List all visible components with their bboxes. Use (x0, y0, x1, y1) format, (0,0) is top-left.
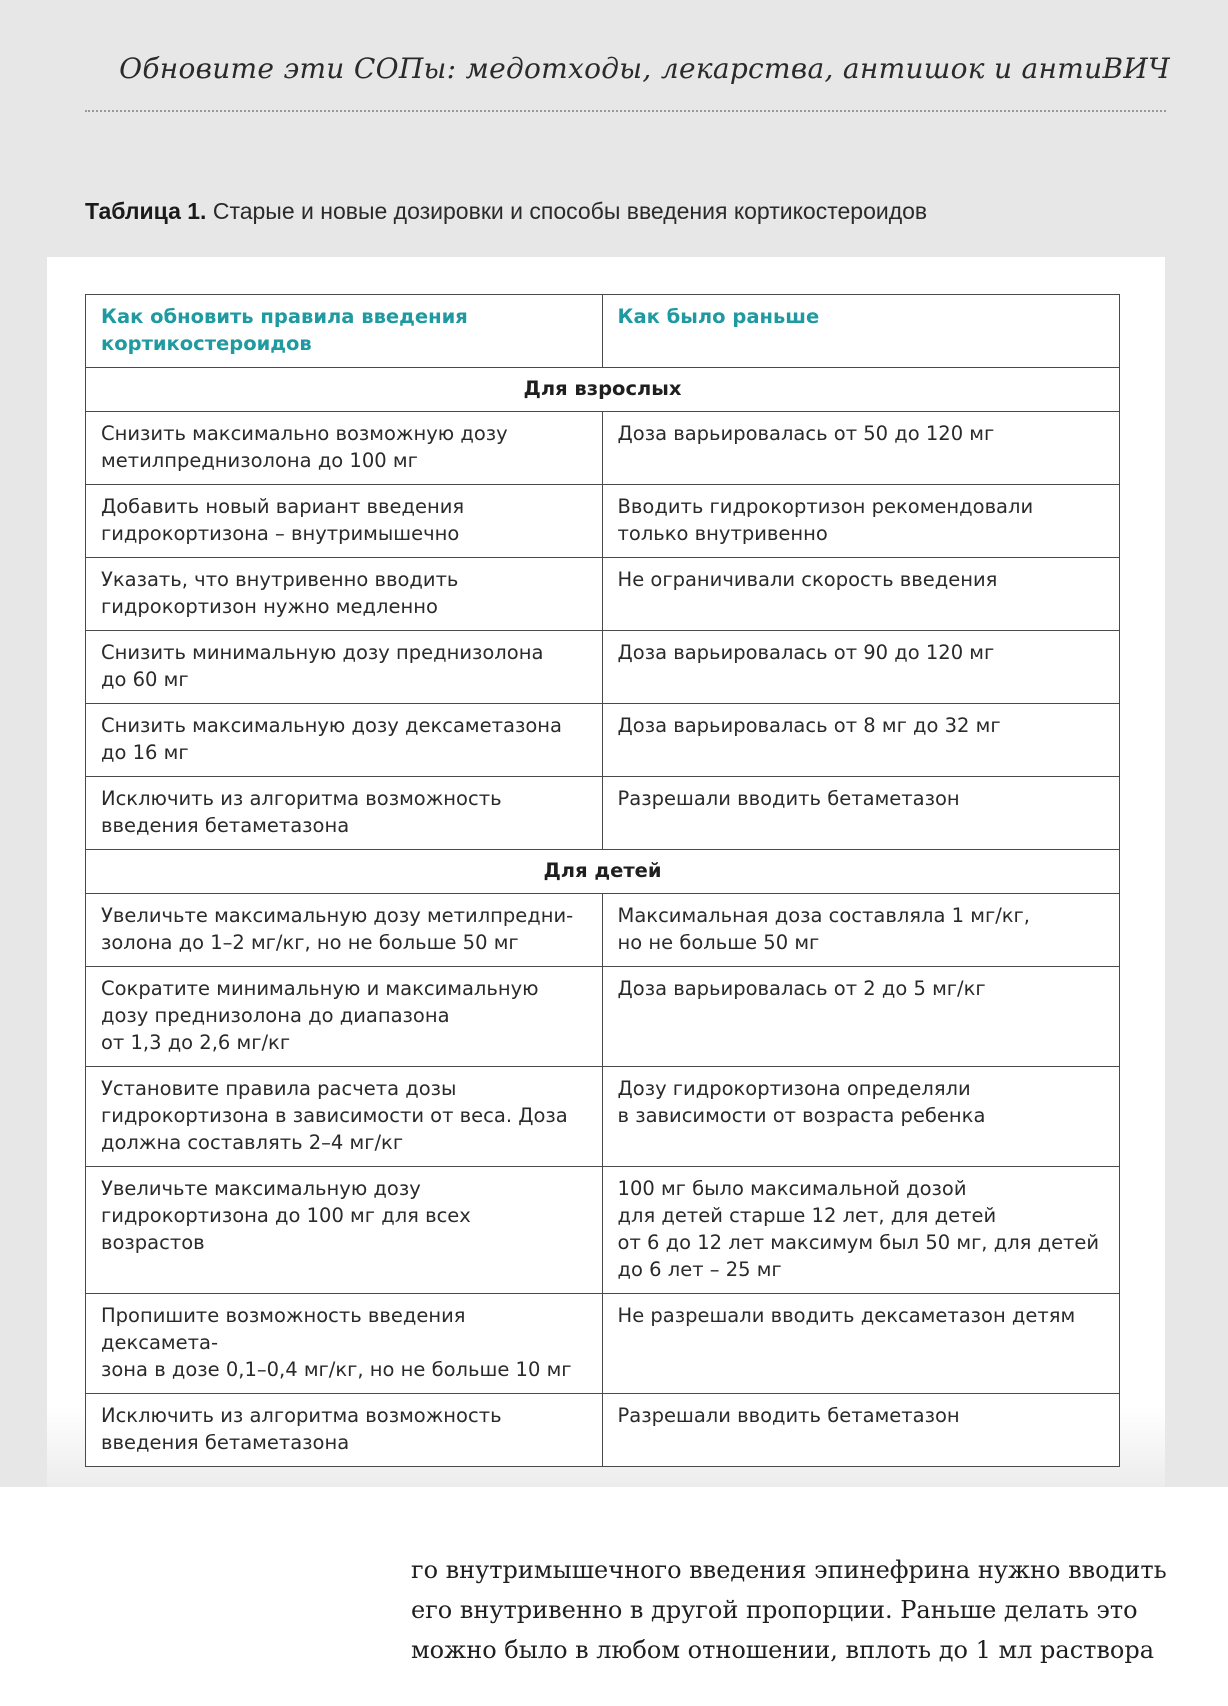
table-header-row (86, 295, 1120, 368)
new-rule-cell: Исключить из алгоритма возможность введения бетаметазона (86, 1394, 603, 1467)
body-line: можно было в любом отношении, вплоть до 1 мл раствора (411, 1636, 1155, 1664)
table-row (86, 967, 1120, 1067)
section-row (86, 850, 1120, 894)
table-row (86, 558, 1120, 631)
old-rule-cell: Дозу гидрокортизона определяли в зависимости от возраста ребенка (602, 1067, 1119, 1167)
old-rule-cell: 100 мг было максимальной дозой для детей старше 12 лет, для детей от 6 до 12 лет максимум был 50 мг, для детей до 6 лет – 25 мг (602, 1167, 1119, 1294)
table-row (86, 1394, 1120, 1467)
table-caption-text: Старые и новые дозировки и способы введения кортикостероидов (206, 198, 928, 224)
old-rule-cell: Разрешали вводить бетаметазон (602, 777, 1119, 850)
new-rule-cell: Снизить минимальную дозу преднизолона до 60 мг (86, 631, 603, 704)
old-rule-cell: Доза варьировалась от 50 до 120 мг (602, 412, 1119, 485)
section-title-adults: Для взрослых (86, 368, 1120, 412)
new-rule-cell: Установите правила расчета дозы гидрокортизона в зависимости от веса. Доза должна составлять 2–4 мг/кг (86, 1067, 603, 1167)
table-row (86, 412, 1120, 485)
section-title-children: Для детей (86, 850, 1120, 894)
body-line: го внутримышечного введения эпинефрина нужно вводить (411, 1556, 1167, 1584)
new-rule-cell: Указать, что внутривенно вводить гидрокортизон нужно медленно (86, 558, 603, 631)
old-rule-cell: Не разрешали вводить дексаметазон детям (602, 1294, 1119, 1394)
running-head: Обновите эти СОПы: медотходы, лекарства, антишок и антиВИЧ (119, 52, 1170, 85)
dosage-table (85, 294, 1120, 1467)
new-rule-cell: Сократите минимальную и максимальную дозу преднизолона до диапазона от 1,3 до 2,6 мг/кг (86, 967, 603, 1067)
table-row (86, 777, 1120, 850)
new-rule-cell: Увеличьте максимальную дозу гидрокортизона до 100 мг для всех возрастов (86, 1167, 603, 1294)
table-row (86, 631, 1120, 704)
header-divider (85, 110, 1166, 112)
table-row (86, 1294, 1120, 1394)
old-rule-cell: Доза варьировалась от 90 до 120 мг (602, 631, 1119, 704)
table-row (86, 1167, 1120, 1294)
new-rule-cell: Снизить максимальную дозу дексаметазона до 16 мг (86, 704, 603, 777)
old-rule-cell: Вводить гидрокортизон рекомендовали только внутривенно (602, 485, 1119, 558)
table-row (86, 485, 1120, 558)
body-line: его внутривенно в другой пропорции. Раньше делать это (411, 1596, 1138, 1624)
article-body-text (411, 1550, 1166, 1670)
table-row (86, 894, 1120, 967)
new-rule-cell: Пропишите возможность введения дексамета- зона в дозе 0,1–0,4 мг/кг, но не больше 10 мг (86, 1294, 603, 1394)
table-caption (85, 198, 927, 225)
new-rule-cell: Увеличьте максимальную дозу метилпредни- золона до 1–2 мг/кг, но не больше 50 мг (86, 894, 603, 967)
old-rule-cell: Доза варьировалась от 2 до 5 мг/кг (602, 967, 1119, 1067)
table-caption-label: Таблица 1. (85, 198, 207, 224)
table-row (86, 1067, 1120, 1167)
header-old-rules: Как было раньше (602, 295, 1119, 368)
old-rule-cell: Не ограничивали скорость введения (602, 558, 1119, 631)
old-rule-cell: Доза варьировалась от 8 мг до 32 мг (602, 704, 1119, 777)
section-row (86, 368, 1120, 412)
new-rule-cell: Добавить новый вариант введения гидрокортизона – внутримышечно (86, 485, 603, 558)
new-rule-cell: Исключить из алгоритма возможность введения бетаметазона (86, 777, 603, 850)
table-row (86, 704, 1120, 777)
old-rule-cell: Разрешали вводить бетаметазон (602, 1394, 1119, 1467)
header-new-rules: Как обновить правила введения кортикостероидов (86, 295, 603, 368)
new-rule-cell: Снизить максимально возможную дозу метилпреднизолона до 100 мг (86, 412, 603, 485)
old-rule-cell: Максимальная доза составляла 1 мг/кг, но не больше 50 мг (602, 894, 1119, 967)
